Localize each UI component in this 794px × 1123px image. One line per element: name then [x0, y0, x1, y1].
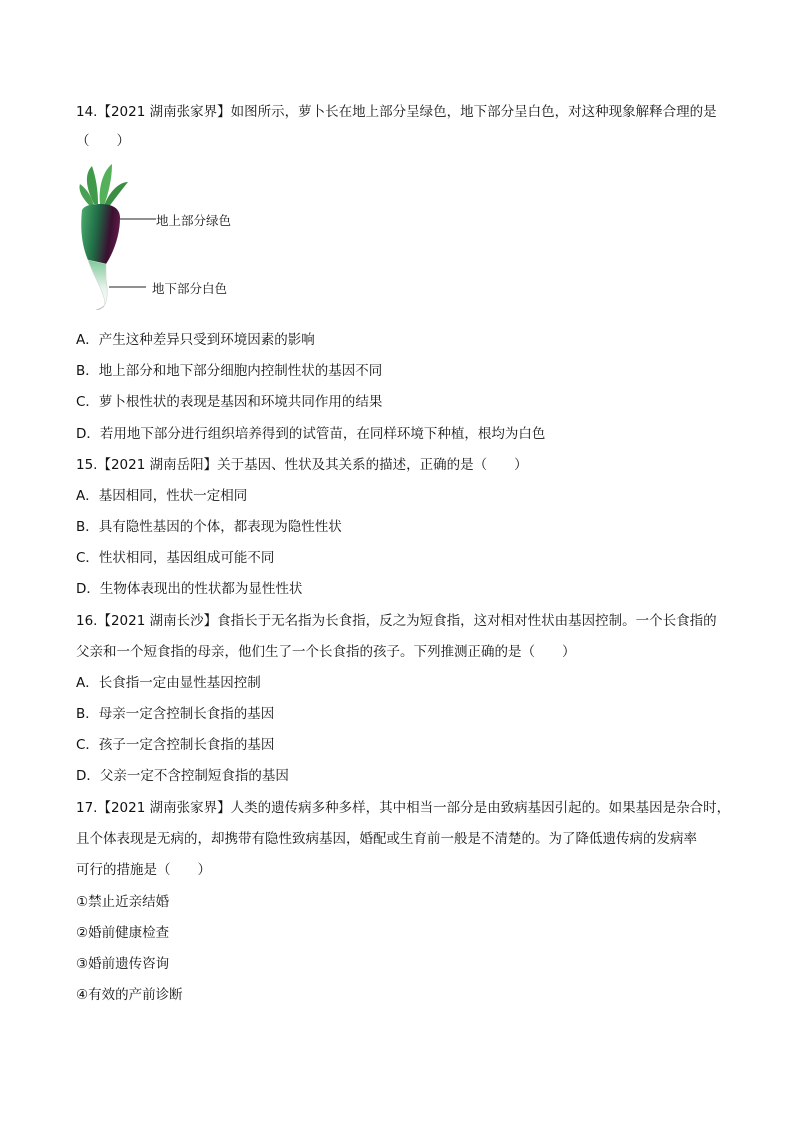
question-17-stem-line-3: 可行的措施是（ ）: [76, 862, 211, 878]
question-16-stem-line-1: 16.【2021 湖南长沙】食指长于无名指为长食指，反之为短食指，这对相对性状由基因控制。一个长食指的: [76, 613, 717, 629]
question-17-item-3: ③婚前遗传咨询: [76, 956, 170, 972]
label-below-ground-white: 地下部分白色: [152, 281, 228, 296]
question-17-stem-line-2: 且个体表现是无病的，却携带有隐性致病基因，婚配或生育前一般是不清楚的。为了降低遗传病的发病率: [76, 831, 697, 847]
radish-figure: [76, 160, 316, 310]
question-14-option-d: D．若用地下部分进行组织培养得到的试管苗，在同样环境下种植，根均为白色: [76, 426, 546, 442]
question-15-option-a: A．基因相同，性状一定相同: [76, 488, 248, 504]
question-17-item-4: ④有效的产前诊断: [76, 987, 183, 1003]
question-15-option-c: C．性状相同，基因组成可能不同: [76, 550, 275, 566]
question-16-option-d: D．父亲一定不含控制短食指的基因: [76, 768, 289, 784]
question-14-bracket: （ ）: [76, 133, 130, 149]
question-16-option-c: C．孩子一定含控制长食指的基因: [76, 737, 275, 753]
question-17-item-1: ①禁止近亲结婚: [76, 894, 170, 910]
question-16-option-b: B．母亲一定含控制长食指的基因: [76, 706, 275, 722]
label-above-ground-green: 地上部分绿色: [156, 213, 232, 228]
question-16-option-a: A．长食指一定由显性基因控制: [76, 675, 261, 691]
question-15-option-b: B．具有隐性基因的个体，都表现为隐性性状: [76, 519, 342, 535]
question-17-item-2: ②婚前健康检查: [76, 925, 170, 941]
question-14-option-a: A．产生这种差异只受到环境因素的影响: [76, 332, 315, 348]
question-16-stem-line-2: 父亲和一个短食指的母亲，他们生了一个长食指的孩子。下列推测正确的是（ ）: [76, 644, 576, 660]
question-14-stem: 14.【2021 湖南张家界】如图所示，萝卜长在地上部分呈绿色，地下部分呈白色，对这种现象解释合理的是: [76, 104, 717, 120]
question-15-option-d: D．生物体表现出的性状都为显性性状: [76, 581, 303, 597]
question-14-option-c: C．萝卜根性状的表现是基因和环境共同作用的结果: [76, 394, 383, 410]
question-14-option-b: B．地上部分和地下部分细胞内控制性状的基因不同: [76, 363, 383, 379]
question-17-stem-line-1: 17.【2021 湖南张家界】人类的遗传病多种多样，其中相当一部分是由致病基因引起的。如果基因是杂合时，: [76, 800, 731, 816]
question-15-stem: 15.【2021 湖南岳阳】关于基因、性状及其关系的描述，正确的是（ ）: [76, 457, 528, 473]
